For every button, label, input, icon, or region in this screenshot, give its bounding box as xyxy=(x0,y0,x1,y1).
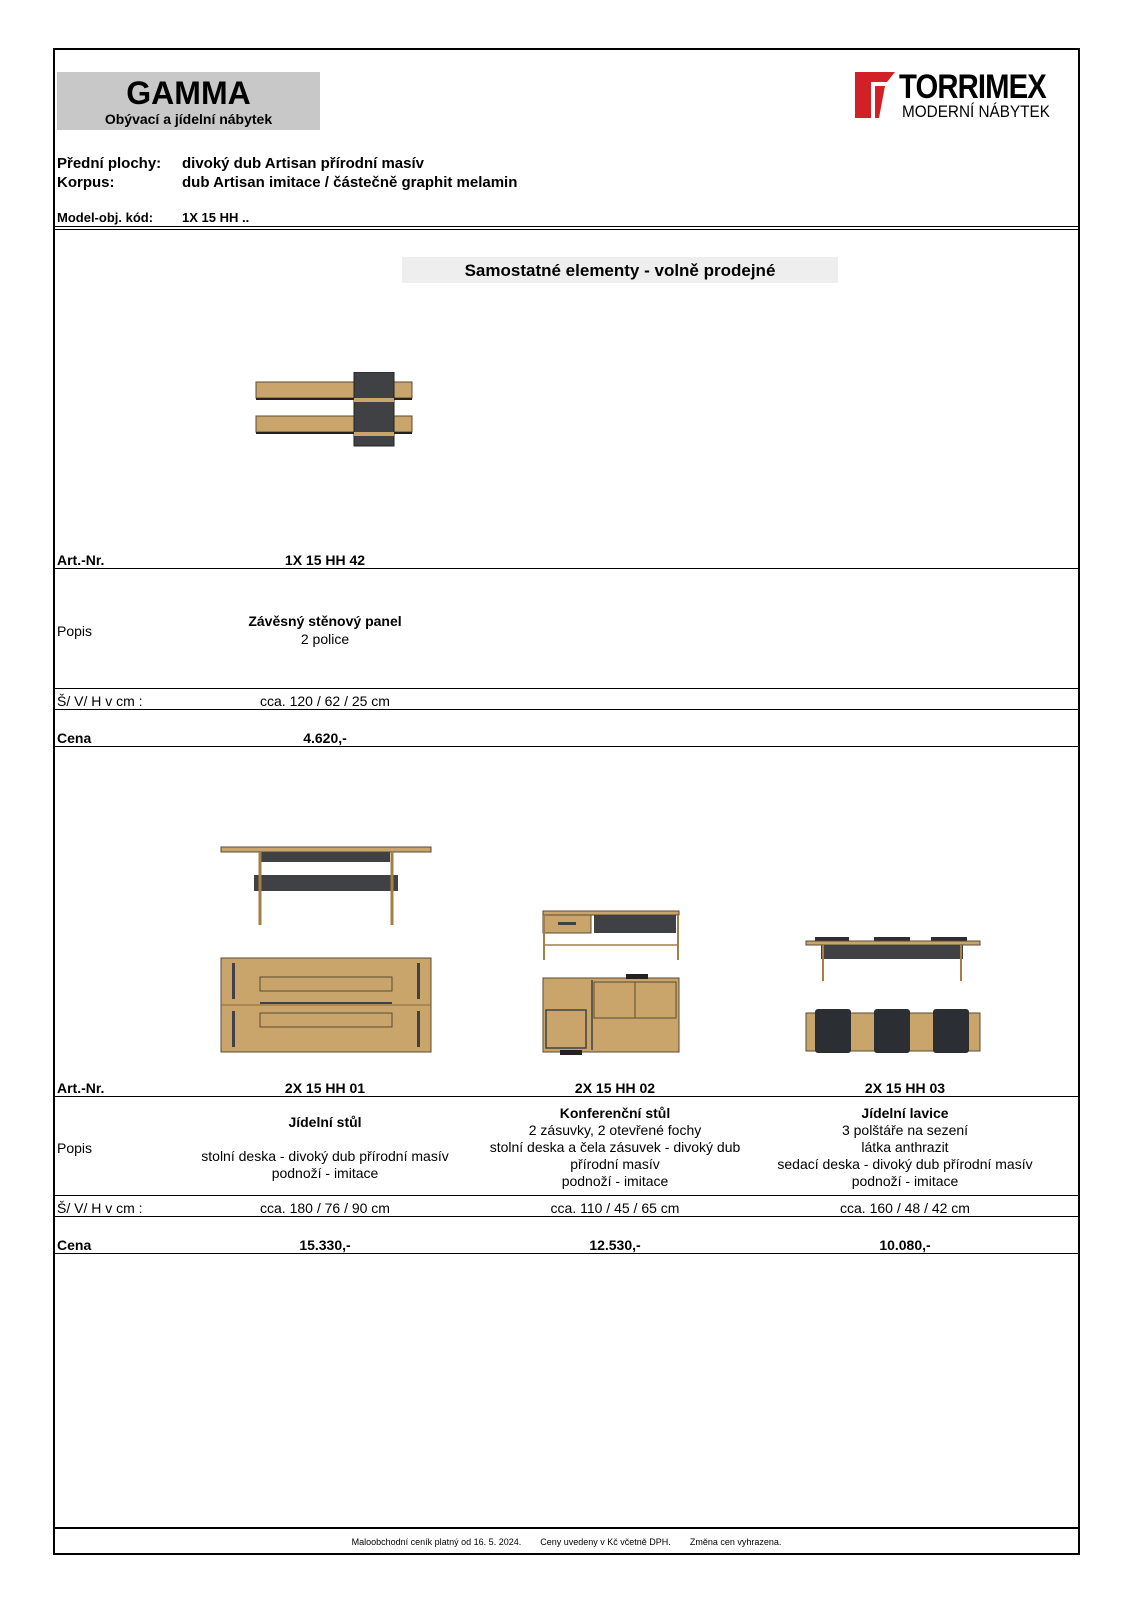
item-desc: podnoží - imitace xyxy=(851,1173,959,1189)
item-desc xyxy=(175,1131,475,1148)
item-desc: podnoží - imitace xyxy=(561,1173,669,1189)
wall-panel-drawing xyxy=(255,372,415,448)
item-dims: cca. 120 / 62 / 25 cm xyxy=(260,693,390,709)
art-number: 2X 15 HH 03 xyxy=(864,1080,946,1096)
footer-note xyxy=(55,1537,1078,1547)
item-name: Jídelní stůl xyxy=(288,1114,362,1130)
item-dims: cca. 160 / 48 / 42 cm xyxy=(840,1200,970,1216)
spec-value-front: divoký dub Artisan přírodní masív xyxy=(182,155,424,172)
spec-label-front: Přední plochy: xyxy=(57,155,162,172)
item-desc: 2 police xyxy=(300,631,350,647)
item-description xyxy=(175,1114,475,1182)
item-desc: podnoží - imitace xyxy=(271,1165,379,1181)
item-price: 10.080,- xyxy=(879,1237,931,1253)
art-label-2: Art.-Nr. xyxy=(57,1080,105,1096)
item-description xyxy=(460,1105,770,1190)
item-price: 4.620,- xyxy=(303,730,347,746)
price-label-2: Cena xyxy=(57,1237,92,1253)
brand-name: TORRIMEX xyxy=(899,68,1046,106)
brand-logo xyxy=(855,70,1050,122)
item-price: 12.530,- xyxy=(589,1237,641,1253)
footer-change: Změna cen vyhrazena. xyxy=(689,1537,782,1547)
coffee-table-drawing xyxy=(542,910,682,1056)
item-dims: cca. 110 / 45 / 65 cm xyxy=(550,1200,680,1216)
price-label-1: Cena xyxy=(57,730,92,746)
footer-validity: Maloobchodní ceník platný od 16. 5. 2024. xyxy=(351,1537,522,1547)
collection-subtitle: Obývací a jídelní nábytek xyxy=(104,111,273,127)
collection-name: GAMMA xyxy=(126,75,251,111)
brand-tagline: MODERNÍ NÁBYTEK xyxy=(902,102,1050,121)
dining-table-drawing xyxy=(220,845,434,1055)
popis-label-1: Popis xyxy=(57,623,93,639)
item-desc: přírodní masív xyxy=(570,1156,660,1172)
item-desc: sedací deska - divoký dub přírodní masív xyxy=(777,1156,1033,1172)
dims-label-1: Š/ V/ H v cm : xyxy=(57,693,143,709)
item-name: Konferenční stůl xyxy=(559,1105,671,1121)
spec-label-body: Korpus: xyxy=(57,174,115,191)
item-price: 15.330,- xyxy=(299,1237,351,1253)
torrimex-logo-icon xyxy=(855,70,895,120)
item-desc: 2 zásuvky, 2 otevřené fochy xyxy=(528,1122,702,1138)
collection-title-box xyxy=(57,72,320,130)
price-sheet xyxy=(53,48,1080,1555)
item-description xyxy=(755,1105,1055,1190)
model-value: 1X 15 HH .. xyxy=(182,210,250,225)
item-name: Jídelní lavice xyxy=(861,1105,949,1121)
item-dims: cca. 180 / 76 / 90 cm xyxy=(260,1200,390,1216)
item-desc: 3 polštáře na sezení xyxy=(841,1122,969,1138)
art-label-1: Art.-Nr. xyxy=(57,552,105,568)
art-number: 2X 15 HH 02 xyxy=(574,1080,656,1096)
section-title: Samostatné elementy - volně prodejné xyxy=(402,257,838,283)
item-desc: stolní deska a čela zásuvek - divoký dub xyxy=(489,1139,741,1155)
item-name: Závěsný stěnový panel xyxy=(248,613,402,629)
spec-value-body: dub Artisan imitace / částečně graphit melamin xyxy=(182,174,518,191)
dims-label-2: Š/ V/ H v cm : xyxy=(57,1200,143,1216)
item-desc: látka anthrazit xyxy=(861,1139,949,1155)
popis-label-2: Popis xyxy=(57,1140,93,1156)
art-number: 1X 15 HH 42 xyxy=(284,552,366,568)
bench-drawing xyxy=(805,935,983,1057)
footer-vat: Ceny uvedeny v Kč včetně DPH. xyxy=(540,1537,671,1547)
item-desc: stolní deska - divoký dub přírodní masív xyxy=(201,1148,449,1164)
art-number: 2X 15 HH 01 xyxy=(284,1080,366,1096)
model-label: Model-obj. kód: xyxy=(57,210,154,225)
